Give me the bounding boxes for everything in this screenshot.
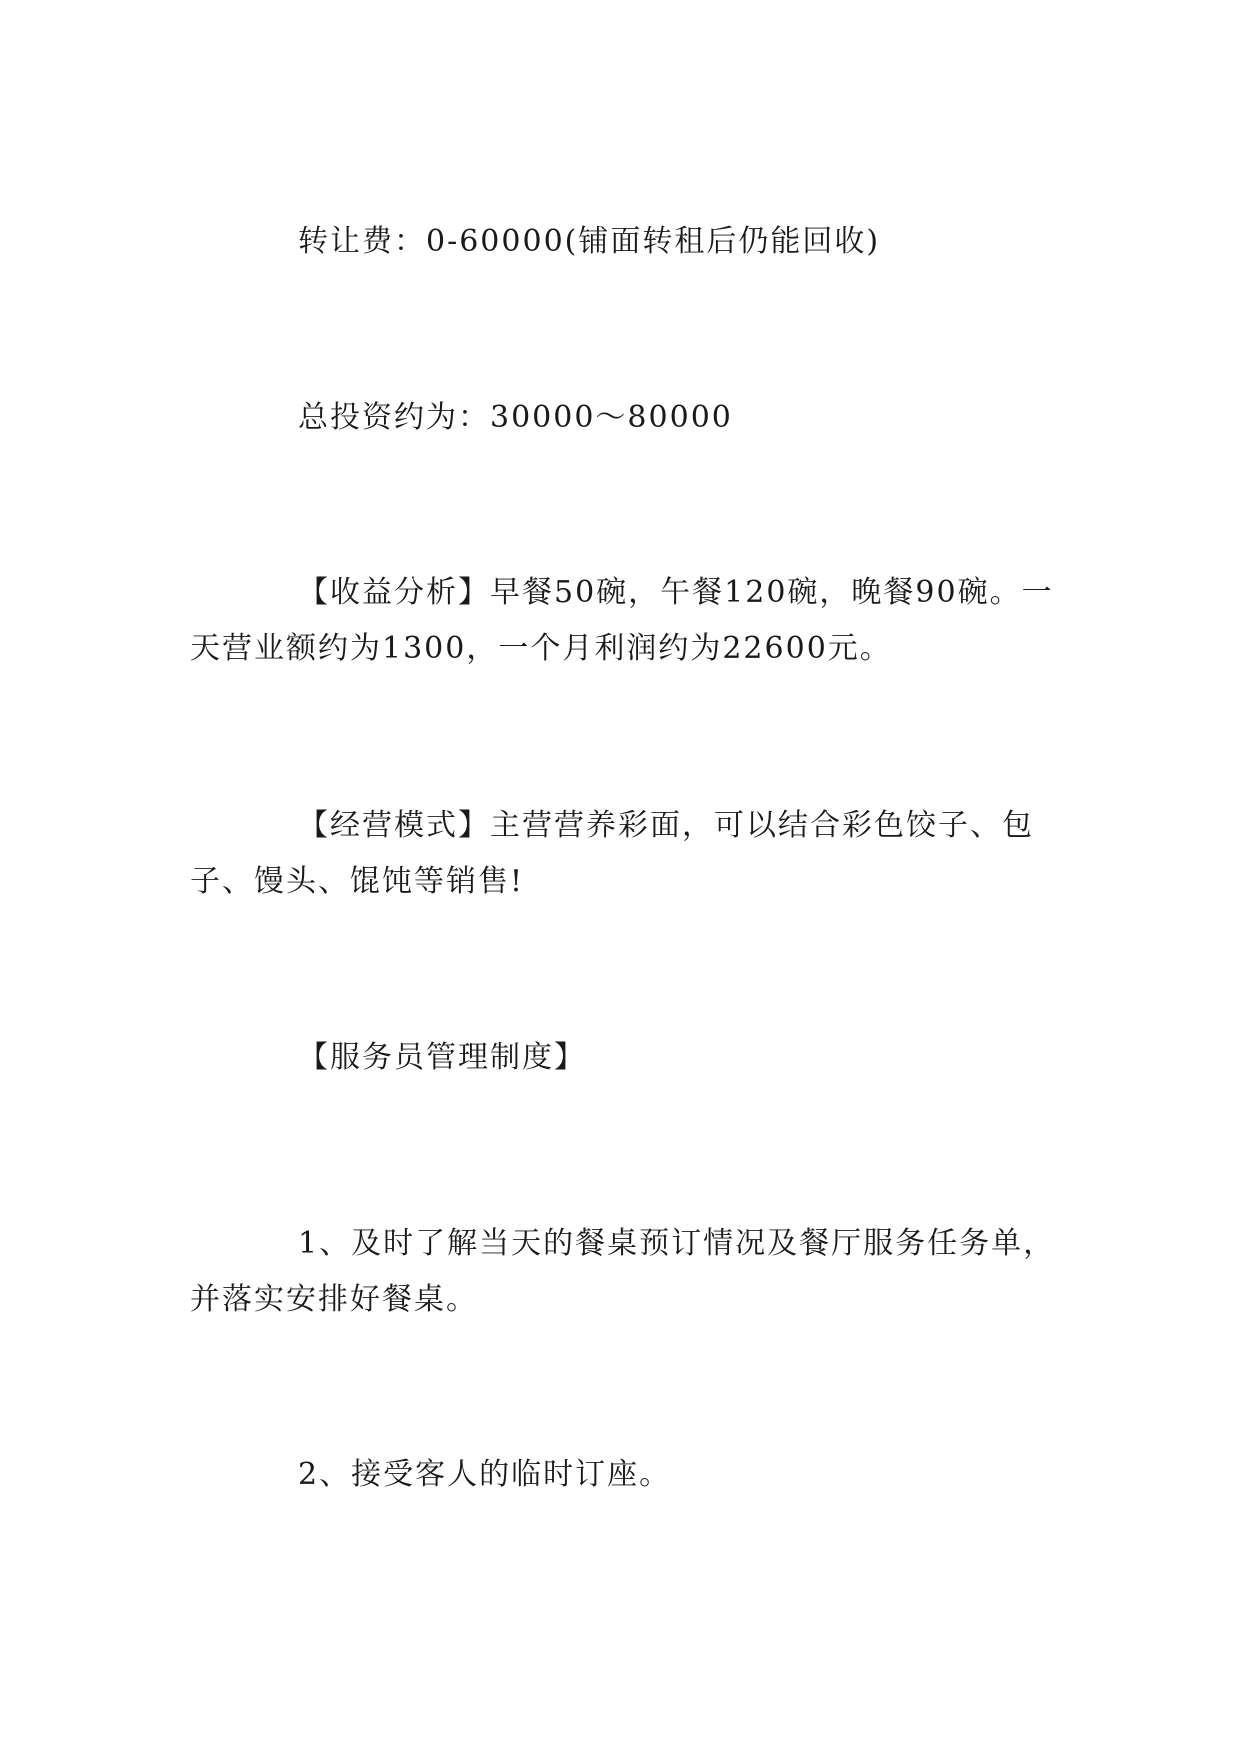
rule-item-2: 2、接受客人的临时订座。: [298, 1457, 672, 1492]
rule-item-1: 1、及时了解当天的餐桌预订情况及餐厅服务任务单，并落实安排好餐桌。: [190, 1226, 1056, 1317]
business-model-paragraph: 【经营模式】主营营养彩面，可以结合彩色饺子、包子、馒头、馄饨等销售!: [190, 808, 1034, 899]
transfer-fee-paragraph: 转让费：0-60000(铺面转租后仍能回收): [298, 224, 881, 259]
staff-rules-heading: 【服务员管理制度】: [298, 1040, 586, 1075]
revenue-analysis-paragraph: 【收益分析】早餐50碗，午餐120碗，晚餐90碗。一天营业额约为1300，一个月利润约为22600元。: [190, 575, 1054, 666]
total-investment-paragraph: 总投资约为：30000～80000: [298, 400, 733, 435]
